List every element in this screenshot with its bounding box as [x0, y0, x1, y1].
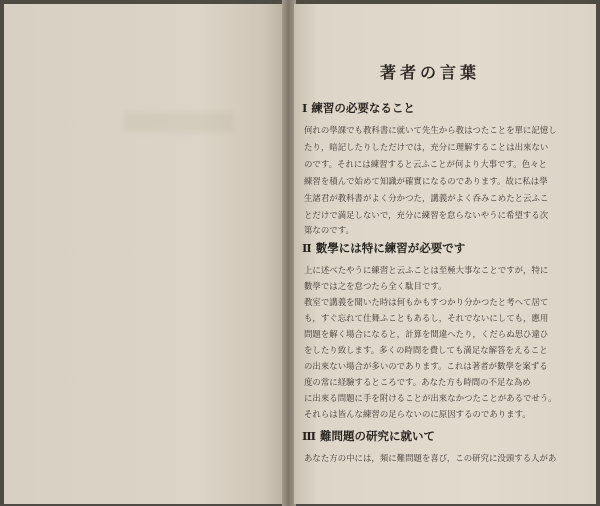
text-line: とだけで満足しないで，充分に練習を怠らないやうに希望する次	[304, 210, 549, 220]
section-heading-1: Ⅰ 練習の必要なること	[302, 101, 415, 115]
section-heading-2: Ⅱ 數學には特に練習が必要です	[302, 241, 466, 255]
text-line: それらは皆んな練習の足らないのに原因するのであります。	[304, 409, 531, 419]
text-line: 生諸君が教科書がよく分かつた，講義がよく呑みこめたと云ふこ	[304, 193, 549, 203]
section-heading-3: Ⅲ 難問題の研究に就いて	[302, 429, 436, 443]
text-line: の出來ない場合が多いのであります。これは著者が數學を案ずる	[304, 361, 548, 371]
left-page	[4, 4, 286, 504]
text-line: 數學では之を怠つたら全く駄目です。	[304, 281, 447, 291]
text-line: をしたり致します。多くの時間を費しても満足な解答をえること	[304, 345, 548, 355]
text-line: も，すぐ忘れて仕舞ふこともあるし，それでないにしても，應用	[304, 313, 549, 323]
text-line: 度の常に経驗するところです。あなた方も時間の不足な為め	[304, 377, 531, 387]
text-line: あなた方の中には，頻に難問題を喜び，この研究に没頭する人があ	[304, 453, 557, 463]
bleed-through-smudge	[124, 112, 234, 132]
text-line: 教室で講義を聞いた時は何もかもすつかり分かつたと考へて居て	[304, 297, 549, 307]
page-title: 著者の言葉	[380, 63, 481, 82]
text-line: 上に述べたやうに練習と云ふことは至極大事なことですが，特に	[304, 265, 549, 275]
text-line: 何れの學課でも教科書に就いて先生から教はつたことを單に記憶し	[304, 125, 557, 135]
text-line: 第なのです。	[304, 225, 354, 235]
text-line: 問題を解く場合になると，計算を間違へたり，くだらぬ思ひ違ひ	[304, 329, 549, 339]
text-line: のです。それには練習すると云ふことが何より大事です。色々と	[304, 159, 547, 169]
text-line: たり，暗記したりしただけでは，充分に理解することは出來ない	[304, 142, 549, 152]
text-line: に出來る問題に手を附けることが出來なかつたことがあるでせう。	[304, 393, 557, 403]
text-line: 練習を積んで始めて知識が確實になるのであります。故に私は學	[304, 176, 548, 186]
